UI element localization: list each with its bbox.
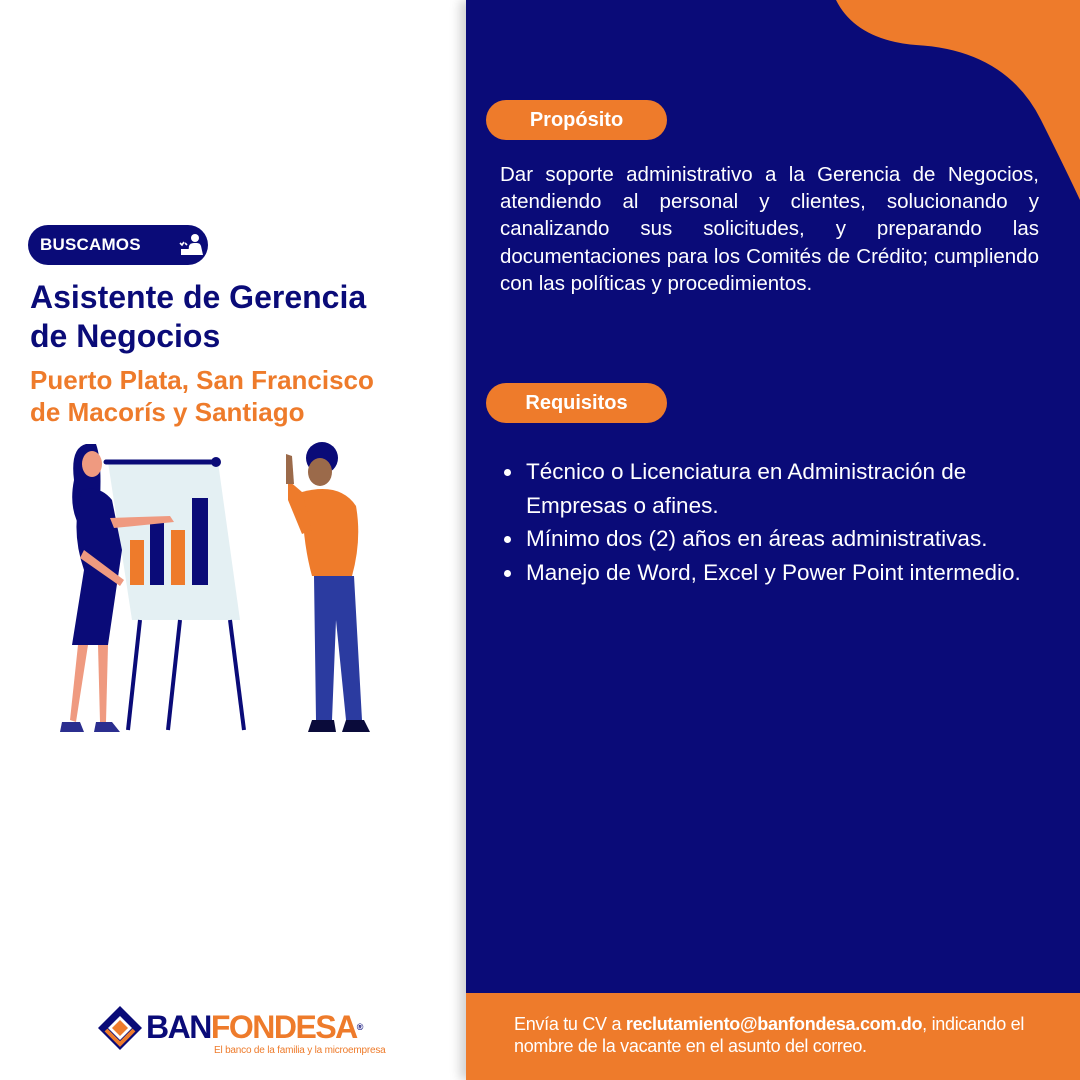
presentation-illustration (40, 430, 420, 740)
footer-text (514, 1013, 1054, 1057)
list-item: Manejo de Word, Excel y Power Point intermedio. (500, 556, 1040, 590)
man-pants (314, 576, 362, 720)
chart-bar (150, 520, 164, 585)
job-title-line2: de Negocios (30, 318, 221, 354)
job-location-line2: de Macorís y Santiago (30, 397, 305, 427)
purpose-text: Dar soporte administrativo a la Gerencia de Negocios, atendiendo al personal y clientes, solucionando y canalizando sus solicitudes, y preparando las documentaciones para los Comités de Crédito; cumpliendo con las políticas y procedimientos. (500, 163, 1039, 295)
job-seeker-icon (178, 233, 206, 257)
footer-suffix: , indicando el nombre de la vacante en el asunto del correo. (514, 1014, 1025, 1056)
requirements-list (500, 455, 1040, 589)
purpose-heading-label: Propósito (529, 108, 624, 131)
logo-brand-part2: FONDESA (210, 1009, 357, 1045)
banfondesa-logo (96, 1002, 386, 1062)
buscamos-badge (28, 225, 208, 265)
logo-brand (146, 1010, 363, 1044)
banfondesa-diamond-icon (96, 1004, 144, 1056)
logo-registered: ® (356, 1022, 364, 1032)
chart-bar (130, 540, 144, 585)
footer-email-link[interactable]: reclutamiento@banfondesa.com.do (625, 1014, 923, 1034)
purpose-heading (486, 100, 667, 140)
man-shirt (302, 489, 358, 576)
chart-bar (171, 530, 185, 585)
job-location (30, 364, 450, 428)
job-location-line1: Puerto Plata, San Francisco (30, 365, 374, 395)
left-panel (0, 0, 466, 1080)
requirements-heading (486, 383, 667, 423)
list-item: Mínimo dos (2) años en áreas administrativas. (500, 522, 1040, 556)
buscamos-label: BUSCAMOS (40, 235, 141, 254)
footer-prefix: Envía tu CV a (514, 1014, 626, 1034)
requirements-heading-label: Requisitos (525, 391, 628, 414)
footer-bar (466, 993, 1080, 1080)
chart-bar (192, 498, 208, 585)
logo-tagline: El banco de la familia y la microempresa (214, 1045, 386, 1056)
list-item: Técnico o Licenciatura en Administración de Empresas o afines. (500, 455, 1040, 522)
job-title (30, 278, 450, 356)
logo-brand-part1: BAN (146, 1009, 211, 1045)
job-title-line1: Asistente de Gerencia (30, 279, 367, 315)
